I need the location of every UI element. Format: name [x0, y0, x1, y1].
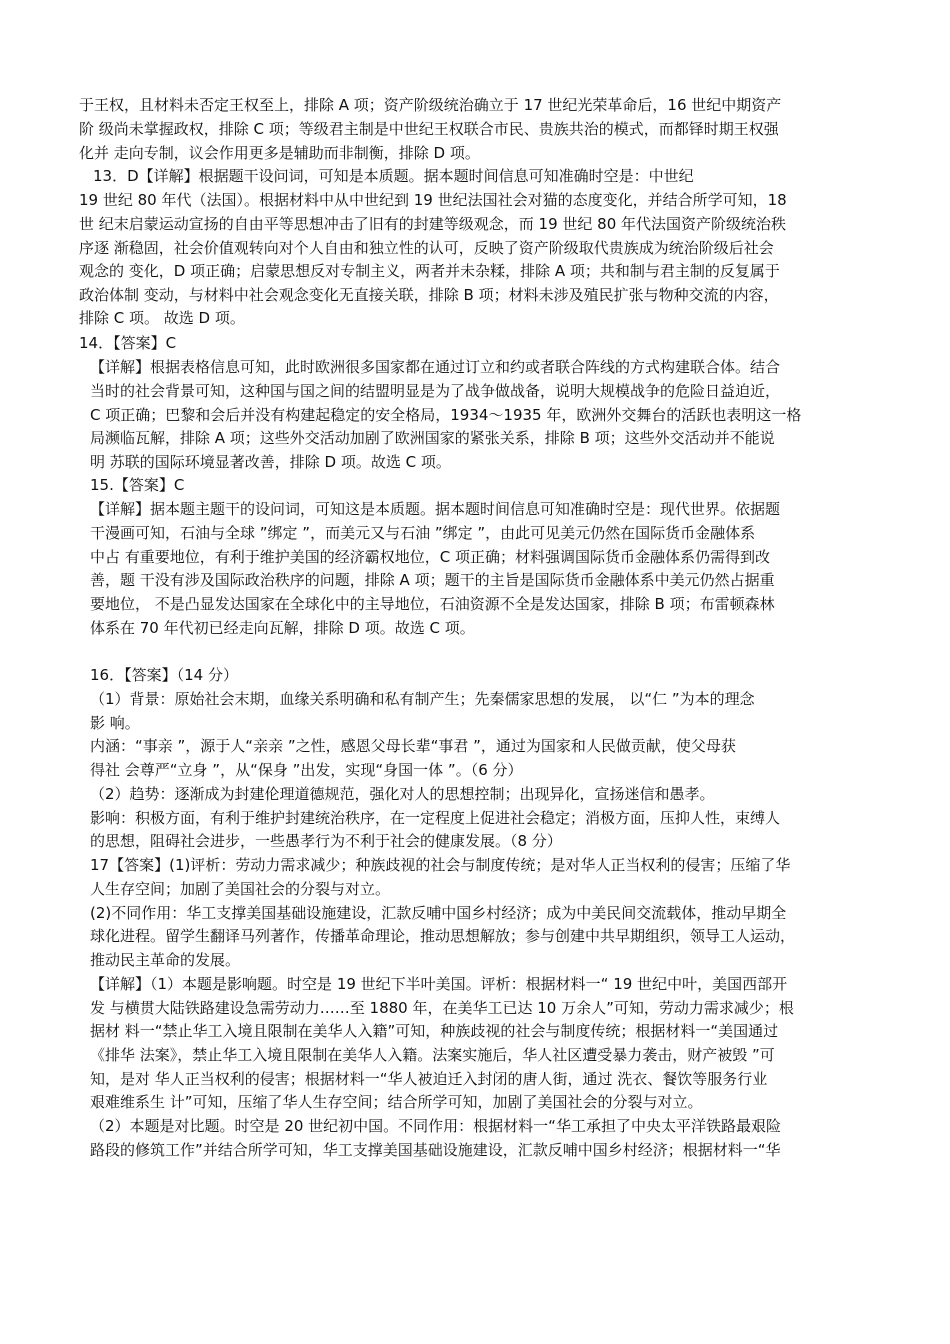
text-line: （2）本题是对比题。时空是 20 世纪初中国。不同作用：根据材料一“华工承担了中央太平洋铁路最艰险	[90, 1117, 781, 1135]
text-line: 19 世纪 80 年代（法国）。根据材料中从中世纪到 19 世纪法国社会对猫的态度变化，并结合所学可知，18	[79, 191, 787, 209]
text-line: C 项正确；巴黎和会后并没有构建起稳定的安全格局，1934～1935 年，欧洲外交舞台的活跃也表明这一格	[90, 406, 802, 424]
text-line: 得社 会尊严“立身 ”，从“保身 ”出发，实现“身国一体 ”。（6 分）	[90, 761, 523, 779]
text-line: 知，是对 华人正当权利的侵害；根据材料一“华人被迫迁入封闭的唐人街，通过 洗衣、餐饮等服务行业	[90, 1070, 768, 1088]
question-16-answer: 16．【答案】（14 分）	[90, 666, 238, 684]
text-line: 《排华 法案》，禁止华工入境且限制在美华人入籍。法案实施后，华人社区遭受暴力袭击，财产被毁 ”可	[90, 1046, 775, 1064]
text-line: 【详解】根据表格信息可知，此时欧洲很多国家都在通过订立和约或者联合阵线的方式构建联合体。结合	[90, 358, 781, 376]
text-line: 明 苏联的国际环境显著改善，排除 D 项。故选 C 项。	[90, 453, 451, 471]
text-line: 人生存空间；加剧了美国社会的分裂与对立。	[90, 880, 391, 898]
text-line: 善，题 干没有涉及国际政治秩序的问题，排除 A 项；题干的主旨是国际货币金融体系中美元仍然占据重	[90, 571, 775, 589]
text-line: 排除 C 项。 故选 D 项。	[79, 309, 245, 327]
text-line: （2）趋势：逐渐成为封建伦理道德规范，强化对人的思想控制；出现异化，宣扬迷信和愚孝。	[90, 785, 715, 803]
text-line: 阶 级尚未掌握政权，排除 C 项；等级君主制是中世纪王权联合市民、贵族共治的模式，而都铎时期王权强	[79, 120, 779, 138]
text-line: 路段的修筑工作”并结合所学可知，华工支撑美国基础设施建设，汇款反哺中国乡村经济；根据材料一“华	[90, 1141, 781, 1159]
question-14-answer: 14．【答案】C	[79, 334, 177, 352]
text-line: 中占 有重要地位，有利于维护美国的经济霸权地位，C 项正确；材料强调国际货币金融体系仍需得到改	[90, 548, 771, 566]
text-line: 内涵：“事亲 ”，源于人“亲亲 ”之性，感恩父母长辈“事君 ”，通过为国家和人民做贡献，使父母获	[90, 737, 736, 755]
text-line: 体系在 70 年代初已经走向瓦解，排除 D 项。故选 C 项。	[90, 619, 475, 637]
text-line: 13．D【详解】根据题干设问词，可知是本质题。据本题时间信息可知准确时空是：中世纪	[93, 167, 694, 185]
text-line: 发 与横贯大陆铁路建设急需劳动力……至 1880 年，在美华工已达 10 万余人”可知，劳动力需求减少；根	[90, 999, 794, 1017]
question-17-answer: 17【答案】(1)评析：劳动力需求减少；种族歧视的社会与制度传统；是对华人正当权利的侵害；压缩了华	[90, 856, 791, 874]
text-line: 干漫画可知，石油与全球 ”绑定 ”，而美元又与石油 ”绑定 ”，由此可见美元仍然在国际货币金融体系	[90, 524, 756, 542]
text-line: 序逐 渐稳固，社会价值观转向对个人自由和独立性的认可，反映了资产阶级取代贵族成为统治阶级后社会	[79, 239, 774, 257]
text-line: 影 响。	[90, 714, 140, 732]
text-line: 影响：积极方面，有利于维护封建统治秩序，在一定程度上促进社会稳定；消极方面，压抑人性，束缚人	[90, 809, 781, 827]
text-line: 【详解】（1）本题是影响题。时空是 19 世纪下半叶美国。评析：根据材料一“ 19 世纪中叶，美国西部开	[90, 975, 788, 993]
text-line: 球化进程。留学生翻译马列著作，传播革命理论，推动思想解放；参与创建中共早期组织，领导工人运动，	[90, 927, 796, 945]
text-line: 局濒临瓦解，排除 A 项；这些外交活动加剧了欧洲国家的紧张关系，排除 B 项；这些外交活动并不能说	[90, 429, 775, 447]
text-line: 推动民主革命的发展。	[90, 951, 241, 969]
text-line: 世 纪末启蒙运动宣扬的自由平等思想冲击了旧有的封建等级观念，而 19 世纪 80 年代法国资产阶级统治秩	[79, 215, 787, 233]
text-line: (2)不同作用：华工支撑美国基础设施建设，汇款反哺中国乡村经济；成为中美民间交流载体，推动早期全	[90, 904, 787, 922]
text-line: 当时的社会背景可知，这种国与国之间的结盟明显是为了战争做战备，说明大规模战争的危险日益迫近，	[90, 382, 781, 400]
text-line: 艰难维系生 计”可知，压缩了华人生存空间；结合所学可知，加剧了美国社会的分裂与对立。	[90, 1093, 703, 1111]
text-line: 要地位， 不是凸显发达国家在全球化中的主导地位，石油资源不全是发达国家，排除 B 项；布雷顿森林	[90, 595, 775, 613]
question-15-answer: 15.【答案】C	[90, 476, 185, 494]
text-line: （1）背景：原始社会末期，血缘关系明确和私有制产生；先秦儒家思想的发展， 以“仁 ”为本的理念	[90, 690, 755, 708]
text-line: 于王权，且材料未否定王权至上，排除 A 项；资产阶级统治确立于 17 世纪光荣革命后，16 世纪中期资产	[79, 96, 782, 114]
text-line: 【详解】据本题主题干的设问词，可知这是本质题。据本题时间信息可知准确时空是：现代世界。依据题	[90, 500, 781, 518]
text-line: 观念的 变化，D 项正确；启蒙思想反对专制主义，两者并未杂糅，排除 A 项；共和制与君主制的反复属于	[79, 262, 780, 280]
text-line: 政治体制 变动，与材料中社会观念变化无直接关联，排除 B 项；材料未涉及殖民扩张与物种交流的内容，	[79, 286, 779, 304]
text-line: 的思想，阻碍社会进步，一些愚孝行为不利于社会的健康发展。（8 分）	[90, 832, 562, 850]
text-line: 化并 走向专制，议会作用更多是辅助而非制衡，排除 D 项。	[79, 144, 480, 162]
text-line: 据材 料一“禁止华工入境且限制在美华人入籍”可知，种族歧视的社会与制度传统；根据材料一“美国通过	[90, 1022, 779, 1040]
